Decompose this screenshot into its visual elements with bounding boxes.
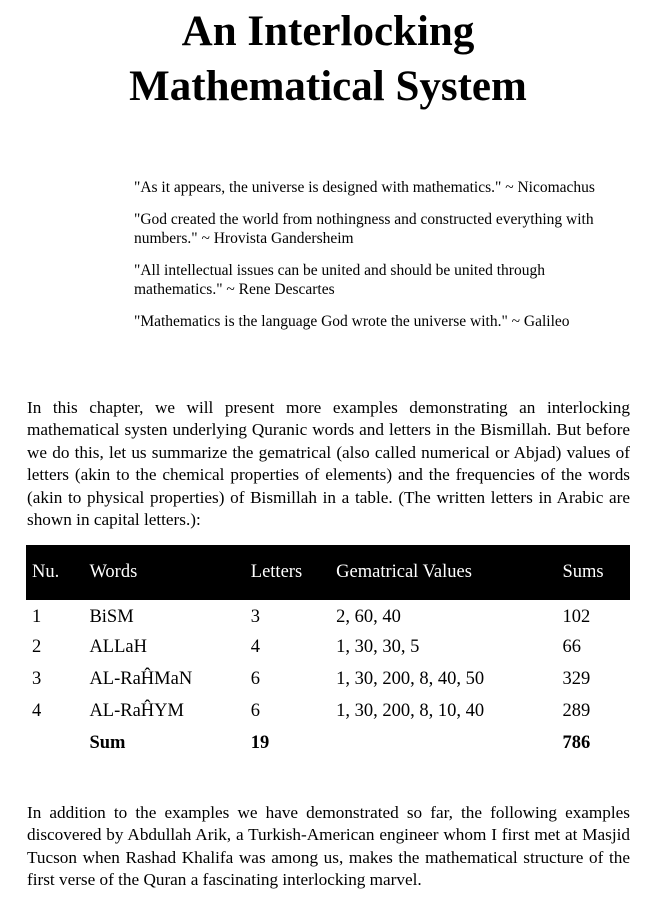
table-row [26, 631, 630, 663]
table-header-divider [26, 599, 630, 600]
header-words: Words [89, 545, 250, 599]
cell-number: 2 [32, 636, 42, 657]
table-sum-row [26, 727, 630, 759]
cell-values: 1, 30, 200, 8, 40, 50 [336, 668, 485, 689]
cell-sums-total: 786 [562, 732, 591, 753]
header-gematrical-values: Gematrical Values [336, 545, 562, 599]
cell-values [336, 727, 562, 759]
cell-word: BiSM [89, 606, 134, 627]
cell-number: 3 [32, 668, 42, 689]
cell-word: AL-RaĤYM [89, 700, 184, 721]
title-line-2: Mathematical System [129, 63, 527, 110]
quote: "Mathematics is the language God wrote the universe with." ~ Galileo [134, 313, 570, 330]
cell-letters: 6 [250, 700, 261, 721]
cell-values: 1, 30, 200, 8, 10, 40 [336, 700, 485, 721]
quote: "All intellectual issues can be united and should be united through mathematics." ~ Rene Descartes [134, 262, 545, 298]
header-number: Nu. [26, 545, 89, 599]
cell-sum-label: Sum [89, 732, 126, 753]
table-row [26, 663, 630, 695]
quote: "God created the world from nothingness and constructed everything with numbers." ~ Hrovista Gandersheim [134, 211, 594, 247]
cell-sum: 329 [562, 668, 591, 689]
bismillah-table [26, 545, 630, 759]
cell-letters-total: 19 [250, 732, 270, 753]
cell-sum: 102 [562, 606, 591, 627]
header-sums: Sums [562, 545, 630, 599]
closing-paragraph: In addition to the examples we have demonstrated so far, the following examples discovered by Abdullah Arik, a Turkish-American engineer whom I first met at Masjid Tucson when Rashad Khalifa was among us, makes the mathematical structure of the first verse of the Quran a fascinating interlocking marvel. [27, 803, 630, 890]
table-row [26, 599, 630, 631]
cell-word: AL-RaĤMaN [89, 668, 193, 689]
cell-number [26, 727, 89, 759]
cell-sum: 289 [562, 700, 591, 721]
table-row [26, 695, 630, 727]
title-line-1: An Interlocking [181, 8, 475, 55]
cell-letters: 3 [250, 606, 261, 627]
intro-paragraph: In this chapter, we will present more examples demonstrating an interlocking mathematical systen underlying Quranic words and letters in the Bismillah. But before we do this, let us summarize the gematrical (also called numerical or Abjad) values of letters (akin to the chemical properties of elements) and the frequencies of the words (akin to physical properties) of Bismillah in a table. (The written letters in Arabic are shown in capital letters.): [27, 398, 630, 530]
cell-sum: 66 [562, 636, 581, 657]
quote: "As it appears, the universe is designed with mathematics." ~ Nicomachus [134, 179, 595, 196]
header-letters: Letters [251, 545, 336, 599]
cell-word: ALLaH [89, 636, 147, 657]
cell-number: 1 [32, 606, 42, 627]
cell-values: 1, 30, 30, 5 [336, 636, 420, 657]
cell-number: 4 [32, 700, 42, 721]
cell-values: 2, 60, 40 [336, 606, 401, 627]
cell-letters: 6 [250, 668, 261, 689]
page-title [0, 4, 656, 114]
cell-letters: 4 [250, 636, 261, 657]
table-header-row [26, 545, 630, 599]
epigraph-quotes [134, 178, 624, 344]
